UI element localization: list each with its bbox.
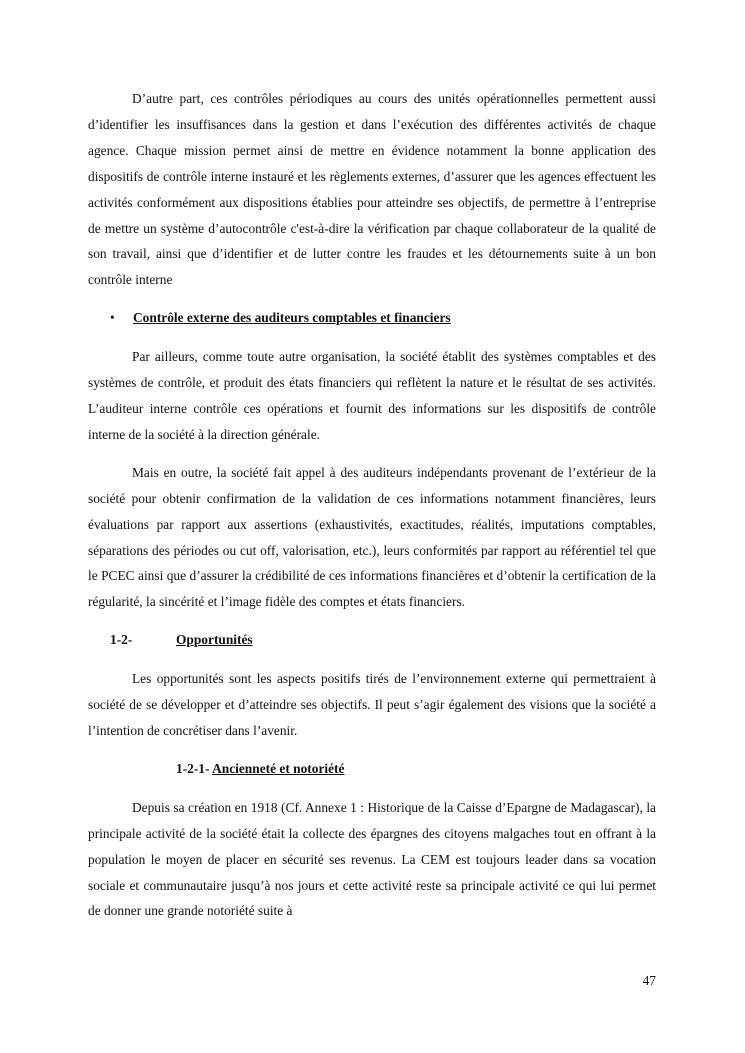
paragraph-accounting-systems: Par ailleurs, comme toute autre organisation, la société établit des systèmes comptables et des systèmes de contrôle, et produit des états financiers qui reflètent la nature et le résultat de ses activités. L’auditeur interne contrôle ces opérations et fournit des informations sur les dispositifs de contrôle interne de la société à la direction générale. <box>88 349 656 442</box>
page-number: 47 <box>642 973 656 988</box>
bullet-icon: • <box>110 310 115 326</box>
section-number: 1-2- <box>110 632 133 648</box>
subsection-heading-seniority <box>88 756 656 782</box>
subsection-number: 1-2-1- <box>176 760 210 776</box>
bullet-heading-external-audit <box>88 305 656 331</box>
paragraph-independent-auditors: Mais en outre, la société fait appel à des auditeurs indépendants provenant de l’extérieur de la société pour obtenir confirmation de la validation de ces informations notamment financières, leurs évaluations par rapport aux assertions (exhaustivités, exactitudes, réalités, imputations comptables, séparations des périodes ou cut off, valorisation, etc.), leurs conformités par rapport au référentiel tel que le PCEC ainsi que d’assurer la crédibilité de ces informations financières et d’obtenir la certification de la régularité, la sincérité et l’image fidèle des comptes et états financiers. <box>88 464 656 610</box>
subsection-title: Ancienneté et notoriété <box>212 760 345 776</box>
bullet-heading-title: Contrôle externe des auditeurs comptables et financiers <box>133 310 451 326</box>
document-body <box>88 86 656 924</box>
paragraph-history: Depuis sa création en 1918 (Cf. Annexe 1 : Historique de la Caisse d’Epargne de Madagascar), la principale activité de la société était la collecte des épargnes des citoyens malgaches tout en offrant à la population le moyen de placer en sécurité ses revenus. La CEM est toujours leader dans sa vocation sociale et communautaire jusqu’à nos jours et cette activité reste sa principale activité ce qui lui permet de donner une grande notoriété suite à <box>88 799 656 919</box>
section-heading-opportunities <box>88 627 656 653</box>
paragraph-internal-control: D’autre part, ces contrôles périodiques au cours des unités opérationnelles permettent aussi d’identifier les insuffisances dans la gestion et dans l’exécution des différentes activités de chaque agence. Chaque mission permet ainsi de mettre en évidence notamment la bonne application des dispositifs de contrôle interne instauré et les règlements externes, d’assurer que les agences effectuent les activités conformément aux dispositions établies pour atteindre ses objectifs, de permettre à l’entreprise de mettre un système d’autocontrôle c'est-à-dire la vérification par chaque collaborateur de la qualité de son travail, ainsi que d’identifier et de lutter contre les fraudes et les détournements suite à un bon contrôle interne <box>88 91 656 288</box>
section-title: Opportunités <box>176 632 253 648</box>
paragraph-opportunities: Les opportunités sont les aspects positifs tirés de l’environnement externe qui permettraient à société de se développer et d’atteindre ses objectifs. Il peut s’agir également des visions que la société a l’intention de concrétiser dans l’avenir. <box>88 671 656 739</box>
